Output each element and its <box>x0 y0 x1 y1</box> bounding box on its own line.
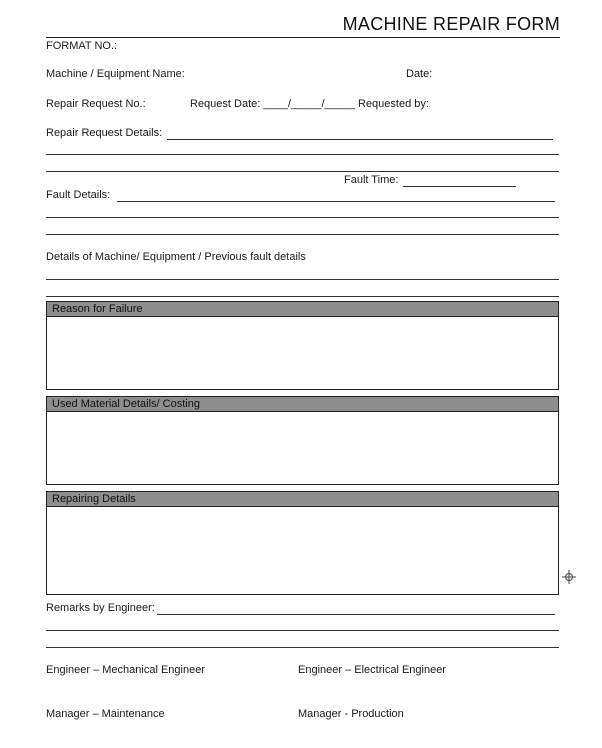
repair-request-details-field[interactable] <box>167 139 553 140</box>
form-title: MACHINE REPAIR FORM <box>342 14 560 34</box>
machine-name-label: Machine / Equipment Name: <box>46 68 185 80</box>
fault-details-label: Fault Details: <box>46 189 111 201</box>
repair-request-details-label: Repair Request Details: <box>46 127 163 139</box>
remarks-label: Remarks by Engineer: <box>46 602 155 614</box>
repair-request-no-label: Repair Request No.: <box>46 98 146 110</box>
used-material-field[interactable] <box>47 412 558 484</box>
reason-for-failure-field[interactable] <box>47 317 558 389</box>
repair-request-details-line-3[interactable] <box>46 171 559 172</box>
format-no-label: FORMAT NO.: <box>46 40 118 52</box>
fault-time-field[interactable] <box>403 186 516 187</box>
remarks-line-3[interactable] <box>46 647 559 648</box>
remarks-field[interactable] <box>157 614 555 615</box>
signature-production: Manager - Production <box>298 708 404 720</box>
reason-for-failure-header: Reason for Failure <box>47 302 558 317</box>
repairing-details-section <box>46 491 559 595</box>
title-divider <box>46 37 560 38</box>
date-label: Date: <box>406 68 433 80</box>
used-material-section <box>46 396 559 485</box>
repairing-details-header: Repairing Details <box>47 492 558 507</box>
fault-details-line-3[interactable] <box>46 234 559 235</box>
signature-electrical: Engineer – Electrical Engineer <box>298 664 446 676</box>
machine-details-line-2[interactable] <box>46 296 559 297</box>
used-material-header: Used Material Details/ Costing <box>47 397 558 412</box>
signature-mechanical: Engineer – Mechanical Engineer <box>46 664 205 676</box>
machine-details-line-1[interactable] <box>46 279 559 280</box>
fault-details-field[interactable] <box>117 201 555 202</box>
reason-for-failure-section <box>46 301 559 390</box>
requested-by-label: Requested by: <box>358 98 429 110</box>
request-date-label: Request Date: ____/_____/_____ <box>190 98 356 110</box>
repair-request-details-line-2[interactable] <box>46 154 559 155</box>
repairing-details-field[interactable] <box>47 507 558 594</box>
fault-time-label: Fault Time: <box>344 174 399 186</box>
machine-details-label: Details of Machine/ Equipment / Previous fault details <box>46 251 306 263</box>
signature-maintenance: Manager – Maintenance <box>46 708 165 720</box>
remarks-line-2[interactable] <box>46 630 559 631</box>
fault-details-line-2[interactable] <box>46 217 559 218</box>
crosshair-icon <box>562 570 576 584</box>
